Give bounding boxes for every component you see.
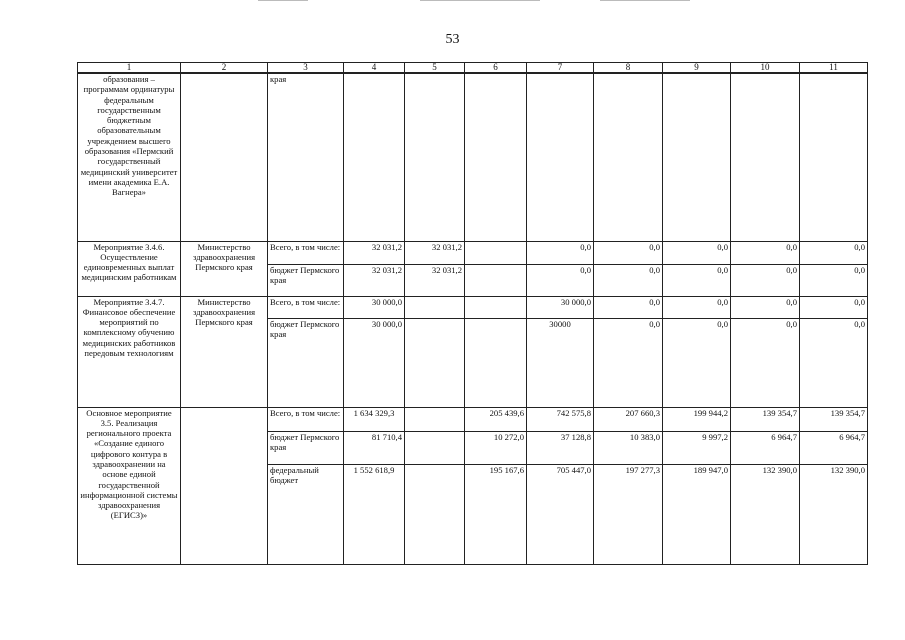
value-cell: 0,0 [731, 296, 800, 318]
value-cell: 32 031,2 [405, 241, 465, 264]
activity-name-cell: Мероприятие 3.4.7. Финансовое обеспечение мероприятий по комплексному обучению медицинских работников передовым технологиям [78, 296, 181, 407]
funding-source-cell: бюджет Пермского края [268, 431, 344, 464]
executor-cell: Министерство здравоохранения Пермского края [181, 296, 268, 407]
column-header: 2 [181, 63, 268, 74]
value-cell: 0,0 [527, 241, 594, 264]
funding-source-cell: Всего, в том числе: [268, 407, 344, 431]
value-cell [344, 73, 405, 241]
value-cell: 32 031,2 [344, 264, 405, 296]
value-cell [465, 241, 527, 264]
column-header: 1 [78, 63, 181, 74]
column-header: 11 [800, 63, 868, 74]
table-row [78, 241, 868, 264]
value-cell: 10 383,0 [594, 431, 663, 464]
value-cell [405, 73, 465, 241]
value-cell: 9 997,2 [663, 431, 731, 464]
value-cell: 32 031,2 [405, 264, 465, 296]
value-cell: 81 710,4 [344, 431, 405, 464]
value-cell [405, 464, 465, 564]
column-header: 4 [344, 63, 405, 74]
executor-cell: Министерство здравоохранения Пермского края [181, 241, 268, 296]
value-cell: 30 000,0 [527, 296, 594, 318]
value-cell: 0,0 [663, 241, 731, 264]
funding-source-cell: бюджет Пермского края [268, 318, 344, 407]
budget-table [77, 62, 868, 565]
value-cell [527, 73, 594, 241]
funding-source-cell: бюджет Пермского края [268, 264, 344, 296]
scan-edge-mark [420, 0, 540, 1]
funding-source-cell: края [268, 73, 344, 241]
value-cell: 30 000,0 [344, 296, 405, 318]
value-cell: 132 390,0 [800, 464, 868, 564]
executor-cell [181, 407, 268, 564]
funding-source-cell: Всего, в том числе: [268, 241, 344, 264]
value-cell: 1 552 618,9 [344, 464, 405, 564]
value-cell: 139 354,7 [731, 407, 800, 431]
activity-name-cell: образования – программам ординатуры федеральным государственным бюджетным образовательным учреждением высшего образования «Пермский государственный медицинский университет имени академика Е.А. Вагнера» [78, 73, 181, 241]
value-cell [800, 73, 868, 241]
value-cell: 705 447,0 [527, 464, 594, 564]
value-cell: 0,0 [731, 318, 800, 407]
value-cell: 197 277,3 [594, 464, 663, 564]
column-header: 5 [405, 63, 465, 74]
value-cell: 30 000,0 [344, 318, 405, 407]
scan-edge-mark [600, 0, 690, 1]
value-cell: 6 964,7 [800, 431, 868, 464]
value-cell: 0,0 [527, 264, 594, 296]
column-header: 6 [465, 63, 527, 74]
value-cell: 0,0 [663, 318, 731, 407]
value-cell: 0,0 [663, 296, 731, 318]
value-cell: 37 128,8 [527, 431, 594, 464]
value-cell: 139 354,7 [800, 407, 868, 431]
value-cell: 0,0 [594, 318, 663, 407]
activity-name-cell: Мероприятие 3.4.6. Осуществление единовременных выплат медицинским работникам [78, 241, 181, 296]
value-cell: 10 272,0 [465, 431, 527, 464]
value-cell [663, 73, 731, 241]
value-cell: 742 575,8 [527, 407, 594, 431]
value-cell: 199 944,2 [663, 407, 731, 431]
value-cell: 0,0 [800, 318, 868, 407]
value-cell [405, 431, 465, 464]
funding-source-cell: федеральный бюджет [268, 464, 344, 564]
value-cell: 0,0 [800, 241, 868, 264]
column-header: 8 [594, 63, 663, 74]
value-cell [465, 73, 527, 241]
value-cell [465, 318, 527, 407]
value-cell: 0,0 [663, 264, 731, 296]
value-cell: 0,0 [594, 264, 663, 296]
value-cell: 0,0 [800, 296, 868, 318]
funding-source-cell: Всего, в том числе: [268, 296, 344, 318]
value-cell [465, 264, 527, 296]
page-number: 53 [445, 32, 460, 47]
value-cell: 189 947,0 [663, 464, 731, 564]
value-cell [405, 407, 465, 431]
value-cell [731, 73, 800, 241]
value-cell: 132 390,0 [731, 464, 800, 564]
column-header: 3 [268, 63, 344, 74]
executor-cell [181, 73, 268, 241]
column-header: 10 [731, 63, 800, 74]
value-cell: 32 031,2 [344, 241, 405, 264]
column-header: 9 [663, 63, 731, 74]
scan-edge-mark [258, 0, 308, 1]
column-header-row [78, 63, 868, 74]
value-cell [594, 73, 663, 241]
value-cell: 207 660,3 [594, 407, 663, 431]
table-row [78, 407, 868, 431]
value-cell: 0,0 [731, 241, 800, 264]
value-cell: 0,0 [731, 264, 800, 296]
activity-name-cell: Основное мероприятие 3.5. Реализация регионального проекта «Создание единого цифрового контура в здравоохранении на основе единой государственной информационной системы здравоохранения (ЕГИСЗ)» [78, 407, 181, 564]
table-row [78, 296, 868, 318]
value-cell: 195 167,6 [465, 464, 527, 564]
value-cell [465, 296, 527, 318]
value-cell: 0,0 [594, 241, 663, 264]
value-cell: 0,0 [594, 296, 663, 318]
column-header: 7 [527, 63, 594, 74]
value-cell: 205 439,6 [465, 407, 527, 431]
value-cell: 0,0 [800, 264, 868, 296]
value-cell: 1 634 329,3 [344, 407, 405, 431]
value-cell: 30000 [527, 318, 594, 407]
value-cell [405, 296, 465, 318]
table-row [78, 73, 868, 241]
value-cell: 6 964,7 [731, 431, 800, 464]
value-cell [405, 318, 465, 407]
